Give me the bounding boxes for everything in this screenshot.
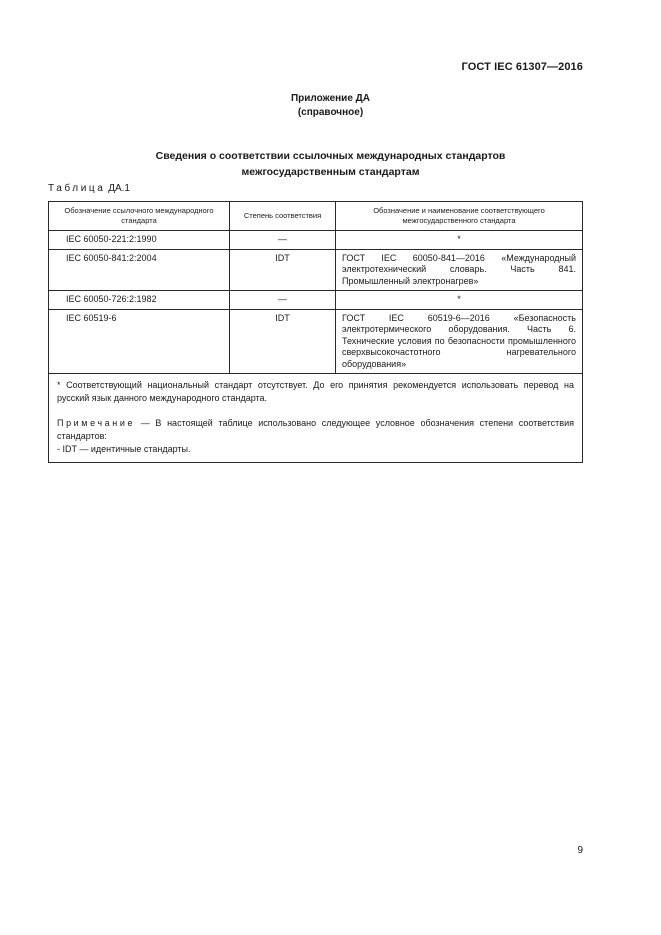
table-row <box>49 249 583 291</box>
table-header-row <box>49 202 583 231</box>
annex-block <box>0 92 661 120</box>
table-footer <box>49 374 583 463</box>
cell-degree: — <box>230 231 336 250</box>
cell-reference: IEC 60519-6 <box>49 309 230 374</box>
annex-title: Приложение ДА <box>290 93 371 104</box>
cell-reference: IEC 60050-726:2:1982 <box>49 291 230 310</box>
table-row <box>49 231 583 250</box>
cell-degree: — <box>230 291 336 310</box>
cell-standard: * <box>336 291 583 310</box>
cell-reference: IEC 60050-221:2:1990 <box>49 231 230 250</box>
table-note <box>57 417 574 443</box>
cell-degree: IDT <box>230 249 336 291</box>
cell-reference: IEC 60050-841:2:2004 <box>49 249 230 291</box>
correspondence-table <box>48 201 583 463</box>
annex-subtitle: (справочное) <box>297 107 364 118</box>
note-label: Примечание <box>57 418 136 428</box>
footnote: * Соответствующий национальный стандарт отсутствует. До его принятия рекомендуется использовать перевод на русский язык данного международного стандарта. <box>57 380 574 403</box>
table-row <box>49 309 583 374</box>
note-item: - IDT — идентичные стандарты. <box>57 444 191 454</box>
table-row <box>49 291 583 310</box>
heading-line-1: Сведения о соответствии ссылочных международных стандартов <box>155 150 506 162</box>
table-caption <box>48 183 130 194</box>
table-footer-row <box>49 374 583 463</box>
note-text: — В настоящей таблице использовано следующее условное обозначения степени соответствия стандартов: <box>57 418 574 441</box>
cell-standard: ГОСТ IEC 60519-6—2016 «Безопасность электротермического оборудования. Часть 6. Технические условия по безопасности промышленного сверхвысокочастотного нагревательного оборудования» <box>336 309 583 374</box>
column-header-reference: Обозначение ссылочного международного стандарта <box>49 202 230 231</box>
cell-standard: * <box>336 231 583 250</box>
column-header-standard: Обозначение и наименование соответствующего межгосударственного стандарта <box>336 202 583 231</box>
document-code: ГОСТ IEC 61307—2016 <box>461 61 583 73</box>
page-number: 9 <box>577 845 583 856</box>
table-caption-prefix: Таблица <box>48 183 106 194</box>
heading-line-2: межгосударственным стандартам <box>241 166 420 178</box>
cell-degree: IDT <box>230 309 336 374</box>
section-heading <box>0 148 661 180</box>
table-caption-number: ДА.1 <box>108 183 130 194</box>
column-header-degree: Степень соответствия <box>230 202 336 231</box>
cell-standard: ГОСТ IEC 60050-841—2016 «Международный электротехнический словарь. Часть 841. Промышленный электронагрев» <box>336 249 583 291</box>
